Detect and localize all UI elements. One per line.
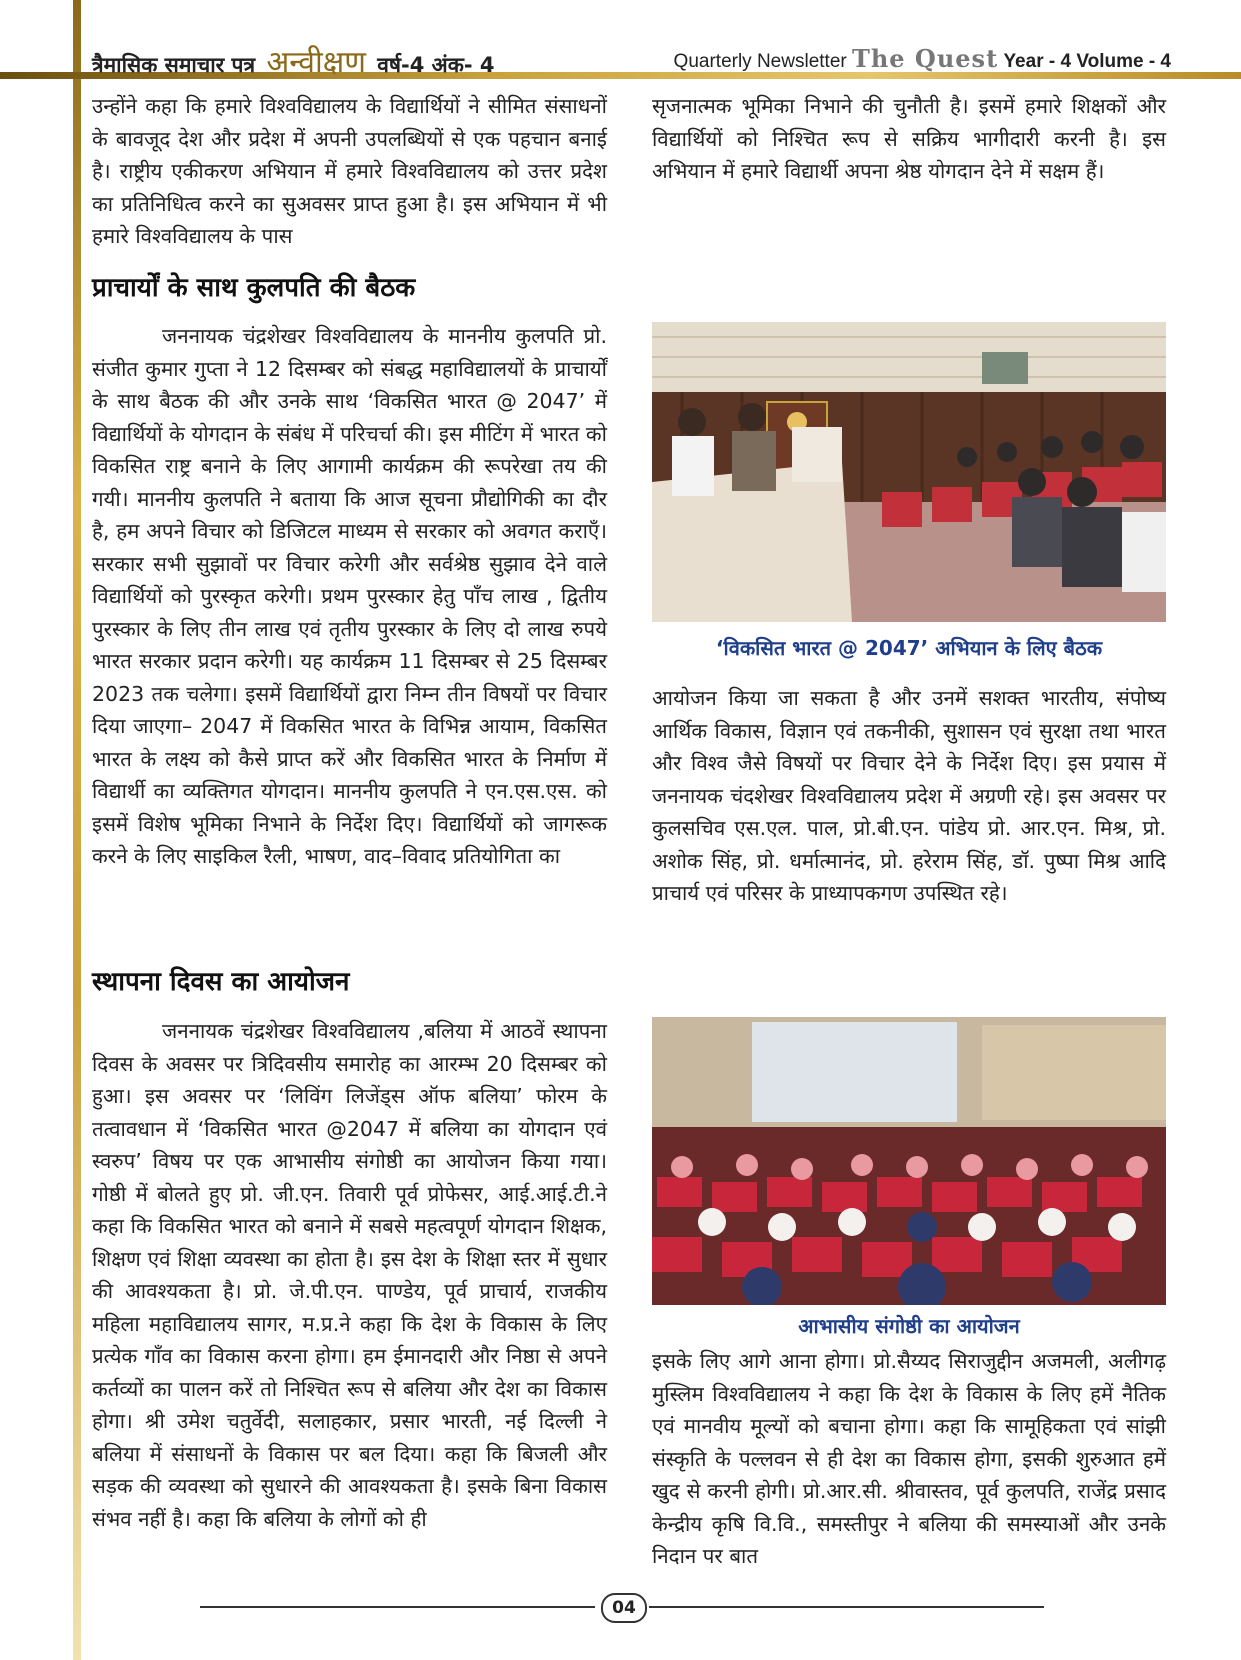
seminar-photo-caption: आभासीय संगोष्ठी का आयोजन bbox=[798, 1314, 1020, 1338]
section2-right-column bbox=[652, 1345, 1166, 1573]
intro-right-column bbox=[652, 90, 1166, 188]
section2-right-paragraph: इसके लिए आगे आना होगा। प्रो.सैय्यद सिराजुद्दीन अजमली, अलीगढ़ मुस्लिम विश्वविद्यालय ने कहा कि देश के विकास के लिए हमें नैतिक एवं मानवीय मूल्यों को बचाना होगा। कहा कि सामूहिकता एवं सांझी संस्कृति के पल्लवन से ही देश का विकास होगा, इसकी शुरुआत हमें खुद से करनी होगी। प्रो.आर.सी. श्रीवास्तव, पूर्व कुलपति, राजेंद्र प्रसाद केन्द्रीय कृषि वि.वि., समस्तीपुर ने बलिया की समस्याओं और उनके निदान पर बात bbox=[652, 1349, 1166, 1568]
newsletter-logo-english: The Quest bbox=[852, 44, 999, 73]
section1-left-column bbox=[92, 320, 607, 873]
decorative-vertical-rule bbox=[73, 0, 81, 1660]
header-left bbox=[92, 40, 495, 81]
header-right-prefix: Quarterly Newsletter bbox=[673, 51, 847, 72]
section1-right-paragraph: आयोजन किया जा सकता है और उनमें सशक्त भारतीय, संपोष्य आर्थिक विकास, विज्ञान एवं तकनीकी, सुशासन एवं सुरक्षा तथा भारत और विश्व जैसे विषयों पर विचार देने के निर्देश दिए। इस प्रयास में जननायक चंदशेखर विश्वविद्यालय प्रदेश में अग्रणी रहे। इस अवसर पर कुलसचिव एस.एल. पाल, प्रो.बी.एन. पांडेय प्रो. आर.एन. मिश्र, प्रो. अशोक सिंह, प्रो. धर्मात्मानंद, प्रो. हरेराम सिंह, डॉ. पुष्पा मिश्र आदि प्राचार्य एवं परिसर के प्राध्यापकगण उपस्थित रहे। bbox=[652, 686, 1166, 905]
intro-left-column bbox=[92, 90, 607, 253]
section1-left-paragraph: जननायक चंद्रशेखर विश्वविद्यालय के माननीय कुलपति प्रो. संजीत कुमार गुप्ता ने 12 दिसम्बर को संबद्ध महाविद्यालयों के प्राचार्यों के साथ बैठक की और उनके साथ ‘विकसित भारत @ 2047’ में विद्यार्थियों के योगदान के संबंध में परिचर्चा की। इस मीटिंग में भारत को विकसित राष्ट्र बनाने के लिए आगामी कार्यक्रम की रूपरेखा तय की गयी। माननीय कुलपति ने बताया कि आज सूचना प्रौद्योगिकी का दौर है, हम अपने विचार को डिजिटल माध्यम से सरकार को अवगत कराएँ। सरकार सभी सुझावों पर विचार करेगी और सर्वश्रेष्ठ सुझाव देने वाले विद्यार्थियों को पुरस्कृत करेगी। प्रथम पुरस्कार हेतु पाँच लाख , द्वितीय पुरस्कार के लिए तीन लाख एवं तृतीय पुरस्कार के लिए दो लाख रुपये भारत सरकार प्रदान करेगी। यह कार्यक्रम 11 दिसम्बर से 25 दिसम्बर 2023 तक चलेगा। इसमें विद्यार्थियों द्वारा निम्न तीन विषयों पर विचार दिया जाएगा– 2047 में विकसित भारत के विभिन्न आयाम, विकसित भारत के लक्ष्य को कैसे प्राप्त करें और विकसित भारत के निर्माण में विद्यार्थी का व्यक्तिगत योगदान। माननीय कुलपति ने एन.एस.एस. को इसमें विशेष भूमिका निभाने के निर्देश दिए। विद्यार्थियों को जागरूक करने के लिए साइकिल रैली, भाषण, वाद–विवाद प्रतियोगिता का bbox=[92, 324, 607, 868]
footer-rule-left bbox=[200, 1606, 595, 1608]
header-right bbox=[674, 44, 1171, 73]
header-left-suffix: वर्ष-4 अंक- 4 bbox=[377, 53, 495, 77]
section-heading-meeting: प्राचार्यों के साथ कुलपति की बैठक bbox=[92, 273, 416, 303]
section2-left-column bbox=[92, 1015, 607, 1535]
section-heading-foundation-day: स्थापना दिवस का आयोजन bbox=[92, 967, 350, 997]
page-number: 04 bbox=[601, 1593, 647, 1623]
seminar-photo bbox=[652, 1017, 1166, 1305]
meeting-photo-caption: ‘विकसित भारत @ 2047’ अभियान के लिए बैठक bbox=[715, 636, 1103, 660]
newsletter-logo-hindi: अन्वीक्षण bbox=[266, 45, 366, 80]
intro-right-paragraph: सृजनात्मक भूमिका निभाने की चुनौती है। इसमें हमारे शिक्षकों और विद्यार्थियों को निश्चित रूप से सक्रिय भागीदारी करनी है। इस अभियान में हमारे विद्यार्थी अपना श्रेष्ठ योगदान देने में सक्षम हैं। bbox=[652, 94, 1166, 183]
header-left-prefix: त्रैमासिक समाचार पत्र bbox=[92, 53, 256, 77]
section1-right-column bbox=[652, 682, 1166, 910]
header-right-suffix: Year - 4 Volume - 4 bbox=[1003, 51, 1171, 72]
meeting-photo bbox=[652, 322, 1166, 622]
intro-left-paragraph: उन्होंने कहा कि हमारे विश्वविद्यालय के विद्यार्थियों ने सीमित संसाधनों के बावजूद देश और प्रदेश में अपनी उपलब्धियों से एक पहचान बनाई है। राष्ट्रीय एकीकरण अभियान में हमारे विश्वविद्यालय को उत्तर प्रदेश का प्रतिनिधित्व करने का सुअवसर प्राप्त हुआ है। इस अभियान में भी हमारे विश्वविद्यालय के पास bbox=[92, 94, 607, 248]
footer-rule-right bbox=[649, 1606, 1044, 1608]
section2-left-paragraph: जननायक चंद्रशेखर विश्वविद्यालय ,बलिया में आठवें स्थापना दिवस के अवसर पर त्रिदिवसीय समारोह का आरम्भ 20 दिसम्बर को हुआ। इस अवसर पर ‘लिविंग लिजेंड्स ऑफ बलिया’ फोरम के तत्वावधान में ‘विकसित भारत @2047 में बलिया का योगदान एवं स्वरुप’ विषय पर एक आभासीय संगोष्ठी का आयोजन किया गया। गोष्ठी में बोलते हुए प्रो. जी.एन. तिवारी पूर्व प्रोफेसर, आई.आई.टी.ने कहा कि विकसित भारत को बनाने में सबसे महत्वपूर्ण योगदान शिक्षक, शिक्षण एवं शिक्षा व्यवस्था का होता है। इस देश के शिक्षा स्तर में सुधार की आवश्यकता है। प्रो. जे.पी.एन. पाण्डेय, पूर्व प्राचार्य, राजकीय महिला महाविद्यालय सागर, म.प्र.ने कहा कि देश के विकास के लिए प्रत्येक गाँव का विकास करना होगा। हम ईमानदारी और निष्ठा से अपने कर्तव्यों का पालन करें तो निश्चित रूप से बलिया और देश का विकास होगा। श्री उमेश चतुर्वेदी, सलाहकार, प्रसार भारती, नई दिल्ली ने बलिया में संसाधनों के विकास पर बल दिया। कहा कि बिजली और सड़क की व्यवस्था को सुधारने की आवश्यकता है। इसके बिना विकास संभव नहीं है। कहा कि बलिया के लोगों को ही bbox=[92, 1019, 607, 1531]
